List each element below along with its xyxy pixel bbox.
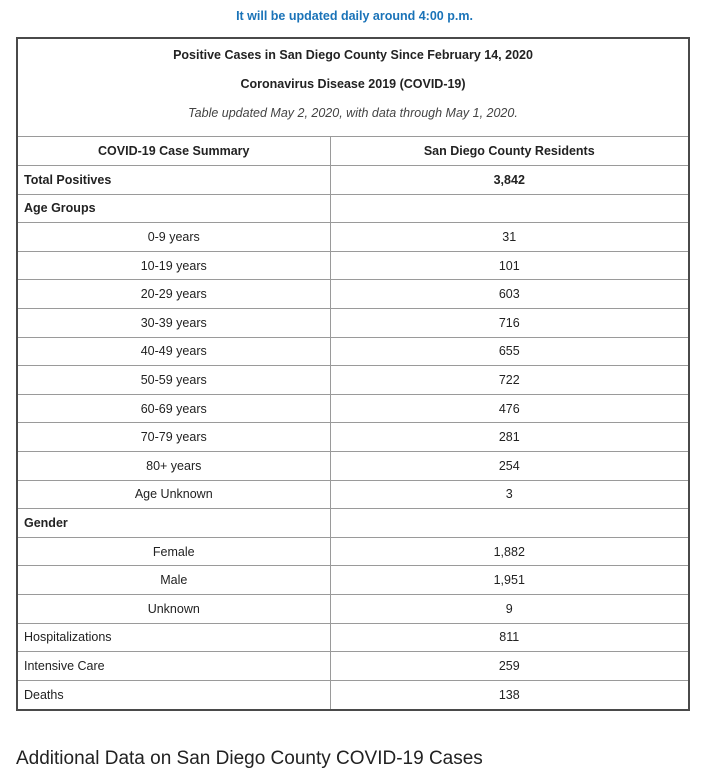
table-row <box>18 337 688 366</box>
row-label: Intensive Care <box>18 652 330 681</box>
row-label: 50-59 years <box>18 366 330 395</box>
row-label: Hospitalizations <box>18 623 330 652</box>
row-label: Female <box>18 537 330 566</box>
row-value: 722 <box>330 366 688 395</box>
table-row <box>18 223 688 252</box>
empty-cell <box>330 194 688 223</box>
row-value: 281 <box>330 423 688 452</box>
header-row <box>18 137 688 166</box>
column-header-residents: San Diego County Residents <box>330 137 688 166</box>
row-label: Age Unknown <box>18 480 330 509</box>
row-value: 9 <box>330 595 688 624</box>
table-updated-note: Table updated May 2, 2020, with data through May 1, 2020. <box>188 106 518 120</box>
table-caption <box>18 39 688 137</box>
row-value: 603 <box>330 280 688 309</box>
row-label: Total Positives <box>18 166 330 195</box>
row-label: 70-79 years <box>18 423 330 452</box>
table-row-intensive-care <box>18 652 688 681</box>
row-value: 259 <box>330 652 688 681</box>
table-row <box>18 480 688 509</box>
table-row-deaths <box>18 680 688 709</box>
row-label: 20-29 years <box>18 280 330 309</box>
row-value: 254 <box>330 452 688 481</box>
row-label: 10-19 years <box>18 251 330 280</box>
table-row-total <box>18 166 688 195</box>
row-value: 101 <box>330 251 688 280</box>
update-notice: It will be updated daily around 4:00 p.m. <box>236 9 473 23</box>
table-row <box>18 394 688 423</box>
row-value: 716 <box>330 309 688 338</box>
section-row-gender <box>18 509 688 538</box>
table-row <box>18 566 688 595</box>
row-value: 1,951 <box>330 566 688 595</box>
row-label: Unknown <box>18 595 330 624</box>
table-row <box>18 309 688 338</box>
table-subtitle: Coronavirus Disease 2019 (COVID-19) <box>240 77 466 91</box>
row-label: Deaths <box>18 680 330 709</box>
table-row <box>18 251 688 280</box>
section-label: Gender <box>18 509 330 538</box>
section-row-age-groups <box>18 194 688 223</box>
summary-grid <box>18 137 688 709</box>
row-label: 40-49 years <box>18 337 330 366</box>
case-summary-table <box>16 37 690 711</box>
table-row <box>18 280 688 309</box>
row-label: 80+ years <box>18 452 330 481</box>
table-row <box>18 537 688 566</box>
row-value: 3,842 <box>330 166 688 195</box>
table-row <box>18 366 688 395</box>
row-value: 1,882 <box>330 537 688 566</box>
row-value: 476 <box>330 394 688 423</box>
row-label: Male <box>18 566 330 595</box>
column-header-summary: COVID-19 Case Summary <box>18 137 330 166</box>
table-row-hospitalizations <box>18 623 688 652</box>
section-label: Age Groups <box>18 194 330 223</box>
table-row <box>18 595 688 624</box>
empty-cell <box>330 509 688 538</box>
row-label: 0-9 years <box>18 223 330 252</box>
table-row <box>18 452 688 481</box>
row-value: 31 <box>330 223 688 252</box>
row-value: 3 <box>330 480 688 509</box>
row-label: 30-39 years <box>18 309 330 338</box>
table-title: Positive Cases in San Diego County Since February 14, 2020 <box>173 48 533 62</box>
additional-data-heading: Additional Data on San Diego County COVID-19 Cases <box>16 748 483 769</box>
row-value: 138 <box>330 680 688 709</box>
row-value: 655 <box>330 337 688 366</box>
row-label: 60-69 years <box>18 394 330 423</box>
row-value: 811 <box>330 623 688 652</box>
table-row <box>18 423 688 452</box>
